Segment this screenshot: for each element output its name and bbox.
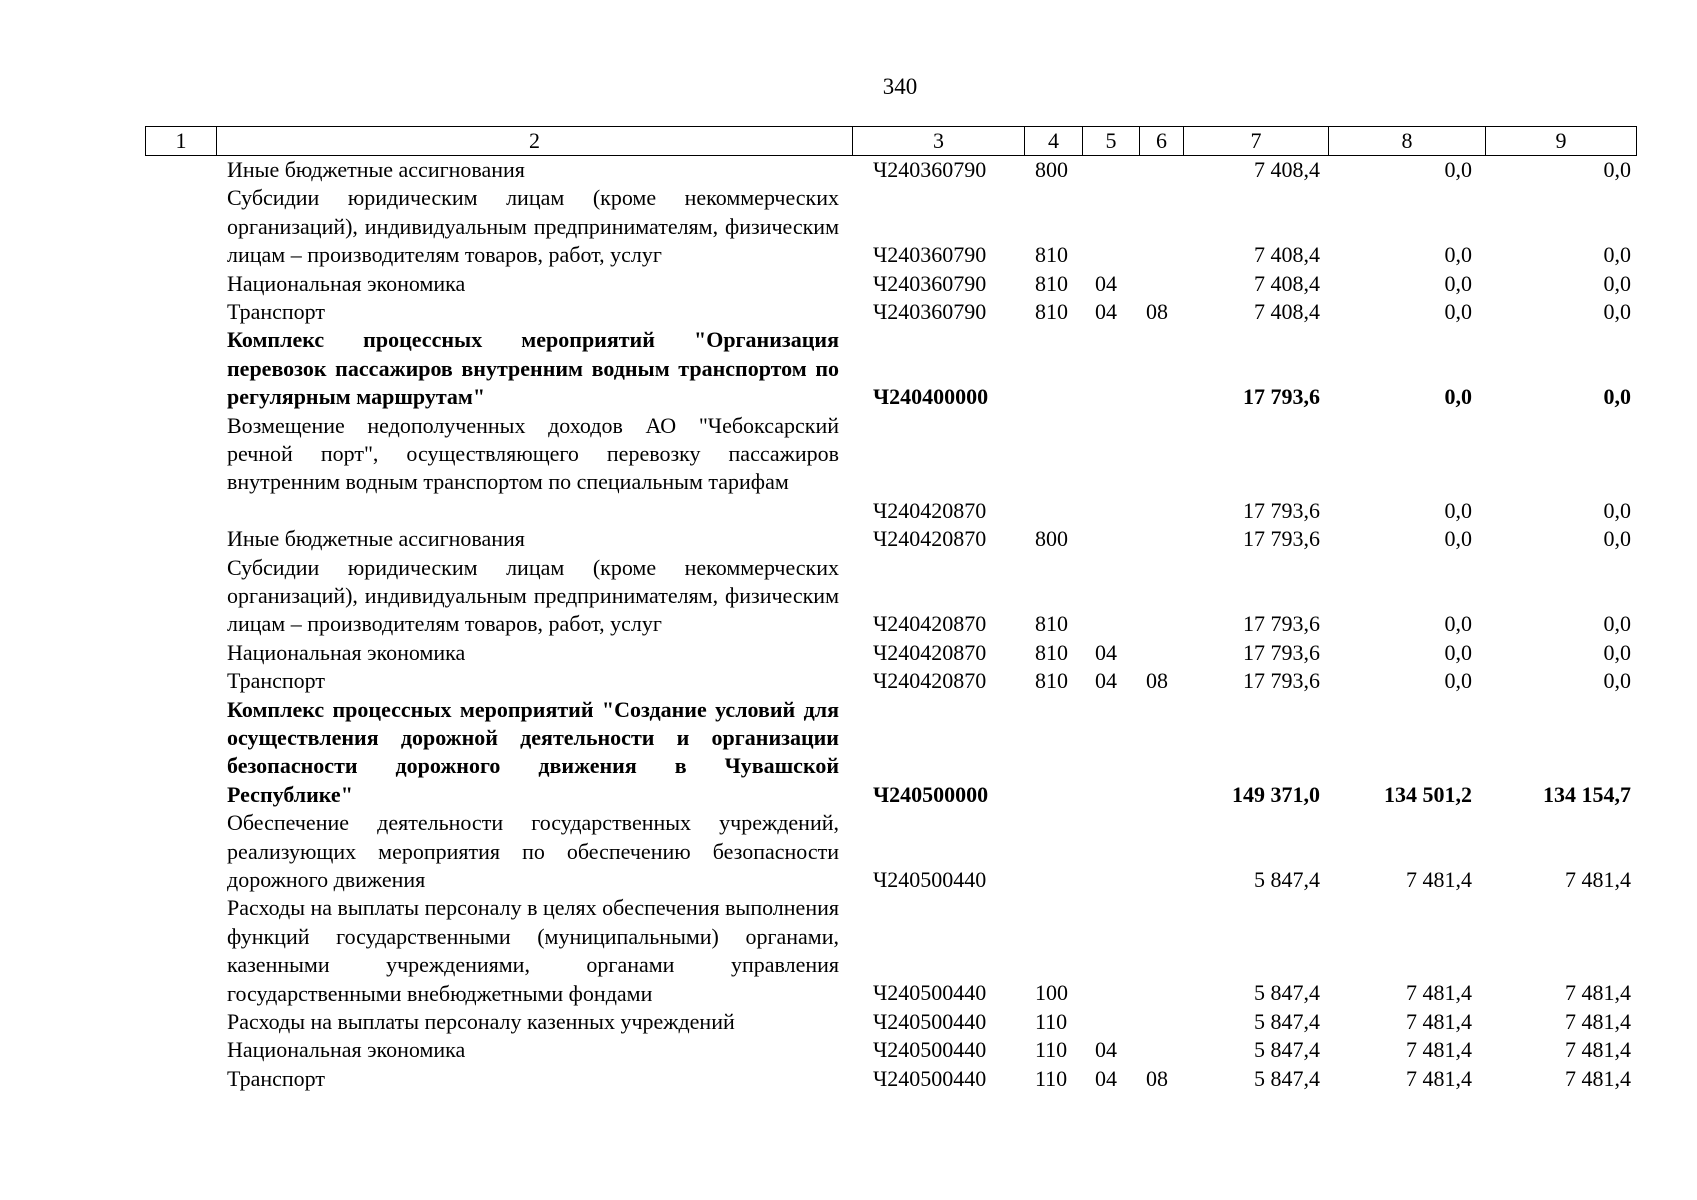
row-code: Ч240500440 — [873, 1065, 987, 1091]
row-expense-type: 810 — [1035, 668, 1068, 694]
row-amount-1: 17 793,6 — [1243, 526, 1320, 552]
row-subsection: 08 — [1146, 298, 1168, 324]
column-header-3: 3 — [853, 127, 1025, 156]
column-header-2: 2 — [217, 127, 853, 156]
row-name: Транспорт — [227, 1065, 326, 1091]
row-expense-type: 810 — [1035, 639, 1068, 665]
row-amount-1: 149 371,0 — [1232, 781, 1320, 807]
row-code: Ч240420870 — [873, 526, 987, 552]
row-amount-1: 5 847,4 — [1254, 980, 1320, 1006]
column-header-row — [146, 127, 1637, 156]
row-expense-type: 100 — [1035, 980, 1068, 1006]
page-number: 340 — [882, 74, 918, 99]
row-section: 04 — [1095, 270, 1117, 296]
table-row — [0, 667, 1697, 695]
table-row — [0, 1036, 1697, 1064]
column-header-4: 4 — [1025, 127, 1083, 156]
row-amount-2: 0,0 — [1444, 298, 1472, 324]
row-amount-2: 7 481,4 — [1406, 1065, 1472, 1091]
row-expense-type: 800 — [1035, 156, 1068, 182]
table-row — [0, 1008, 1697, 1036]
table-row — [0, 184, 1697, 269]
row-amount-1: 17 793,6 — [1243, 384, 1320, 410]
row-amount-1: 17 793,6 — [1243, 497, 1320, 523]
row-amount-1: 7 408,4 — [1254, 270, 1320, 296]
row-subsection: 08 — [1146, 1065, 1168, 1091]
row-amount-1: 17 793,6 — [1243, 668, 1320, 694]
column-header-5: 5 — [1083, 127, 1140, 156]
row-name: Национальная экономика — [227, 1037, 466, 1063]
row-amount-3: 0,0 — [1603, 639, 1631, 665]
row-code: Ч240420870 — [873, 497, 987, 523]
row-section: 04 — [1095, 1037, 1117, 1063]
column-header-6: 6 — [1140, 127, 1184, 156]
row-expense-type: 110 — [1035, 1008, 1068, 1034]
row-amount-3: 0,0 — [1603, 156, 1631, 182]
row-name: Возмещение недополученных доходов АО "Чебоксарский речной порт", осуществляющего перевозку пассажиров внутренним водным транспортом по специальным тарифам — [227, 412, 839, 495]
row-expense-type: 810 — [1035, 298, 1068, 324]
table-row — [0, 1065, 1697, 1093]
row-code: Ч240500440 — [873, 1037, 987, 1063]
row-code: Ч240400000 — [873, 384, 989, 410]
row-amount-2: 7 481,4 — [1406, 980, 1472, 1006]
row-code: Ч240500440 — [873, 1008, 987, 1034]
row-name: Расходы на выплаты персоналу в целях обеспечения выполнения функций государственными (муниципальными) органами, казенными учреждениями, органами управления государственными внебюджетными фондами — [227, 895, 839, 1006]
table-row — [0, 412, 1697, 526]
row-amount-1: 17 793,6 — [1243, 611, 1320, 637]
row-amount-2: 7 481,4 — [1406, 866, 1472, 892]
column-header-8: 8 — [1329, 127, 1486, 156]
row-name: Национальная экономика — [227, 639, 466, 665]
row-name: Комплекс процессных мероприятий "Создание условий для осуществления дорожной деятельности и организации безопасности дорожного движения в Чувашской Республике" — [227, 696, 839, 807]
column-header-9: 9 — [1486, 127, 1637, 156]
table-row — [0, 298, 1697, 326]
table-row — [0, 639, 1697, 667]
row-amount-1: 7 408,4 — [1254, 156, 1320, 182]
row-name: Национальная экономика — [227, 270, 466, 296]
row-name: Иные бюджетные ассигнования — [227, 526, 525, 552]
row-name: Расходы на выплаты персоналу казенных учреждений — [227, 1008, 735, 1034]
row-amount-2: 7 481,4 — [1406, 1008, 1472, 1034]
row-amount-1: 5 847,4 — [1254, 1065, 1320, 1091]
row-amount-1: 7 408,4 — [1254, 242, 1320, 268]
row-name: Транспорт — [227, 668, 326, 694]
row-section: 04 — [1095, 298, 1117, 324]
table-row — [0, 326, 1697, 411]
table-row — [0, 156, 1697, 184]
table-row — [0, 894, 1697, 1008]
row-code: Ч240360790 — [873, 270, 987, 296]
row-amount-3: 0,0 — [1603, 270, 1631, 296]
row-amount-3: 0,0 — [1603, 298, 1631, 324]
row-amount-1: 17 793,6 — [1243, 639, 1320, 665]
row-expense-type: 810 — [1035, 611, 1068, 637]
budget-rows — [0, 156, 1697, 1093]
row-amount-3: 0,0 — [1603, 497, 1631, 523]
row-amount-2: 0,0 — [1444, 384, 1472, 410]
column-header-1: 1 — [146, 127, 217, 156]
table-row — [0, 270, 1697, 298]
row-section: 04 — [1095, 639, 1117, 665]
row-amount-3: 7 481,4 — [1565, 1037, 1631, 1063]
row-amount-3: 7 481,4 — [1565, 980, 1631, 1006]
row-expense-type: 810 — [1035, 242, 1068, 268]
row-section: 04 — [1095, 1065, 1117, 1091]
row-expense-type: 110 — [1035, 1065, 1068, 1091]
row-amount-1: 5 847,4 — [1254, 1008, 1320, 1034]
row-section: 04 — [1095, 668, 1117, 694]
table-row — [0, 696, 1697, 810]
row-name: Субсидии юридическим лицам (кроме некоммерческих организаций), индивидуальным предпринимателям, физическим лицам – производителям товаров, работ, услуг — [227, 185, 839, 268]
row-amount-3: 7 481,4 — [1565, 1008, 1631, 1034]
column-header-7: 7 — [1184, 127, 1329, 156]
row-subsection: 08 — [1146, 668, 1168, 694]
row-code: Ч240500000 — [873, 781, 989, 807]
row-amount-3: 0,0 — [1603, 526, 1631, 552]
row-name: Субсидии юридическим лицам (кроме некоммерческих организаций), индивидуальным предпринимателям, физическим лицам – производителям товаров, работ, услуг — [227, 554, 839, 637]
row-code: Ч240420870 — [873, 668, 987, 694]
row-amount-3: 7 481,4 — [1565, 866, 1631, 892]
column-header-table — [145, 126, 1637, 156]
table-row — [0, 809, 1697, 894]
row-expense-type: 810 — [1035, 270, 1068, 296]
row-amount-3: 0,0 — [1603, 611, 1631, 637]
row-amount-3: 0,0 — [1603, 242, 1631, 268]
row-code: Ч240420870 — [873, 611, 987, 637]
row-code: Ч240500440 — [873, 866, 987, 892]
row-amount-3: 0,0 — [1603, 384, 1631, 410]
table-row — [0, 525, 1697, 553]
row-code: Ч240500440 — [873, 980, 987, 1006]
row-amount-3: 7 481,4 — [1565, 1065, 1631, 1091]
row-amount-2: 7 481,4 — [1406, 1037, 1472, 1063]
row-amount-2: 0,0 — [1444, 639, 1472, 665]
row-code: Ч240420870 — [873, 639, 987, 665]
row-expense-type: 110 — [1035, 1037, 1068, 1063]
row-code: Ч240360790 — [873, 156, 987, 182]
row-amount-2: 0,0 — [1444, 497, 1472, 523]
row-amount-1: 5 847,4 — [1254, 1037, 1320, 1063]
row-amount-2: 0,0 — [1444, 526, 1472, 552]
row-name: Обеспечение деятельности государственных учреждений, реализующих мероприятия по обеспечению безопасности дорожного движения — [227, 810, 839, 892]
row-name: Иные бюджетные ассигнования — [227, 157, 525, 182]
table-row — [0, 554, 1697, 639]
row-amount-2: 0,0 — [1444, 156, 1472, 182]
row-name: Комплекс процессных мероприятий "Организация перевозок пассажиров внутренним водным транспортом по регулярным маршрутам" — [227, 327, 839, 410]
row-amount-1: 7 408,4 — [1254, 298, 1320, 324]
row-expense-type: 800 — [1035, 526, 1068, 552]
row-code: Ч240360790 — [873, 298, 987, 324]
row-amount-2: 134 501,2 — [1384, 781, 1472, 807]
row-code: Ч240360790 — [873, 242, 987, 268]
row-amount-2: 0,0 — [1444, 611, 1472, 637]
row-amount-2: 0,0 — [1444, 242, 1472, 268]
row-amount-3: 134 154,7 — [1543, 781, 1631, 807]
row-amount-2: 0,0 — [1444, 668, 1472, 694]
row-amount-1: 5 847,4 — [1254, 866, 1320, 892]
row-name: Транспорт — [227, 298, 326, 324]
row-amount-2: 0,0 — [1444, 270, 1472, 296]
row-amount-3: 0,0 — [1603, 668, 1631, 694]
